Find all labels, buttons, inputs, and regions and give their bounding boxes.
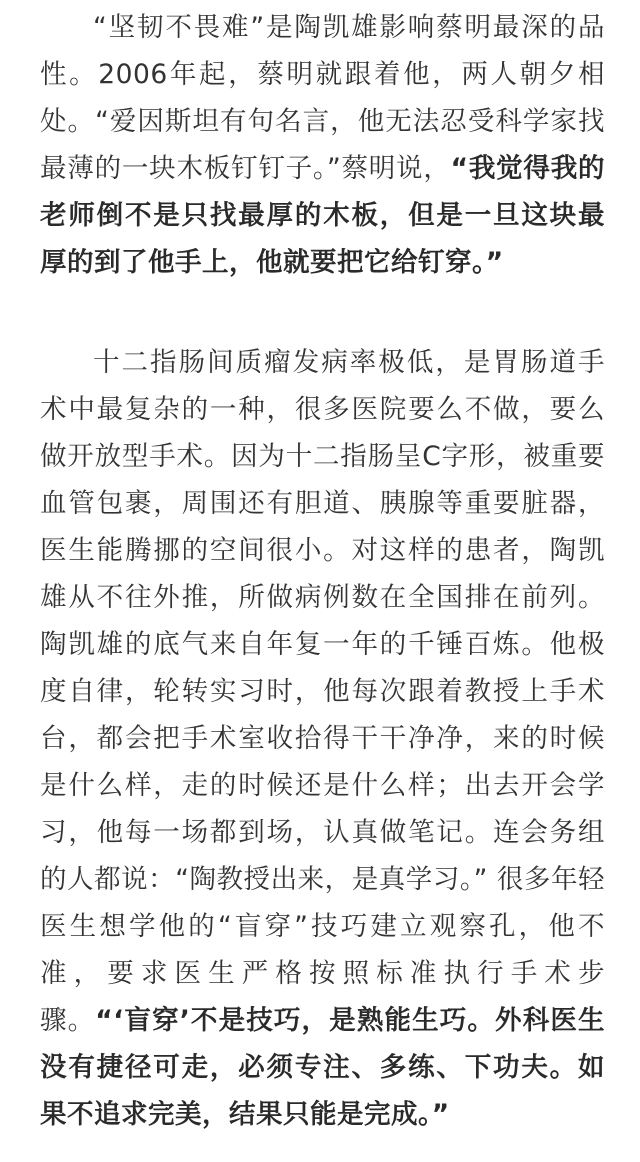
paragraph-2-text: 十二指肠间质瘤发病率极低，是胃肠道手术中最复杂的一种，很多医院要么不做，要么做开放型手术。因为十二指肠呈C字形，被重要血管包裹，周围还有胆道、胰腺等重要脏器，医生能腾挪的空间很小。对这样的患者，陶凯雄从不往外推，所做病例数在全国排在前列。 陶凯雄的底气来自年复一年的千锤百炼。他极度自律，轮转实习时，他每次跟着教授上手术台，都会把手术室收拾得干干净净，来的时候是什么样，走的时候还是什么样；出去开会学习，他每一场都到场，认真做笔记。连会务组的人都说：“陶教授出来，是真学习。” 很多年轻医生想学他的“盲穿”技巧建立观察孔，他不准，要求医生严格按照标准执行手术步骤。 [40, 347, 605, 1036]
paragraph-1-bold-quote: “我觉得我的老师倒不是只找最厚的木板，但是一旦这块最厚的到了他手上，他就要把它给钉穿。” [40, 153, 605, 278]
paragraph-2 [40, 339, 605, 1138]
paragraph-1-text: “坚韧不畏难”是陶凯雄影响蔡明最深的品性。2006年起，蔡明就跟着他，两人朝夕相处。“爱因斯坦有句名言，他无法忍受科学家找最薄的一块木板钉钉子。”蔡明说， [40, 12, 605, 184]
paragraph-2-bold-quote: “‘盲穿’不是技巧，是熟能生巧。外科医生没有捷径可走，必须专注、多练、下功夫。如果不追求完美，结果只能是完成。” [40, 1005, 605, 1130]
paragraph-1 [40, 4, 605, 286]
article-body [40, 4, 605, 1138]
